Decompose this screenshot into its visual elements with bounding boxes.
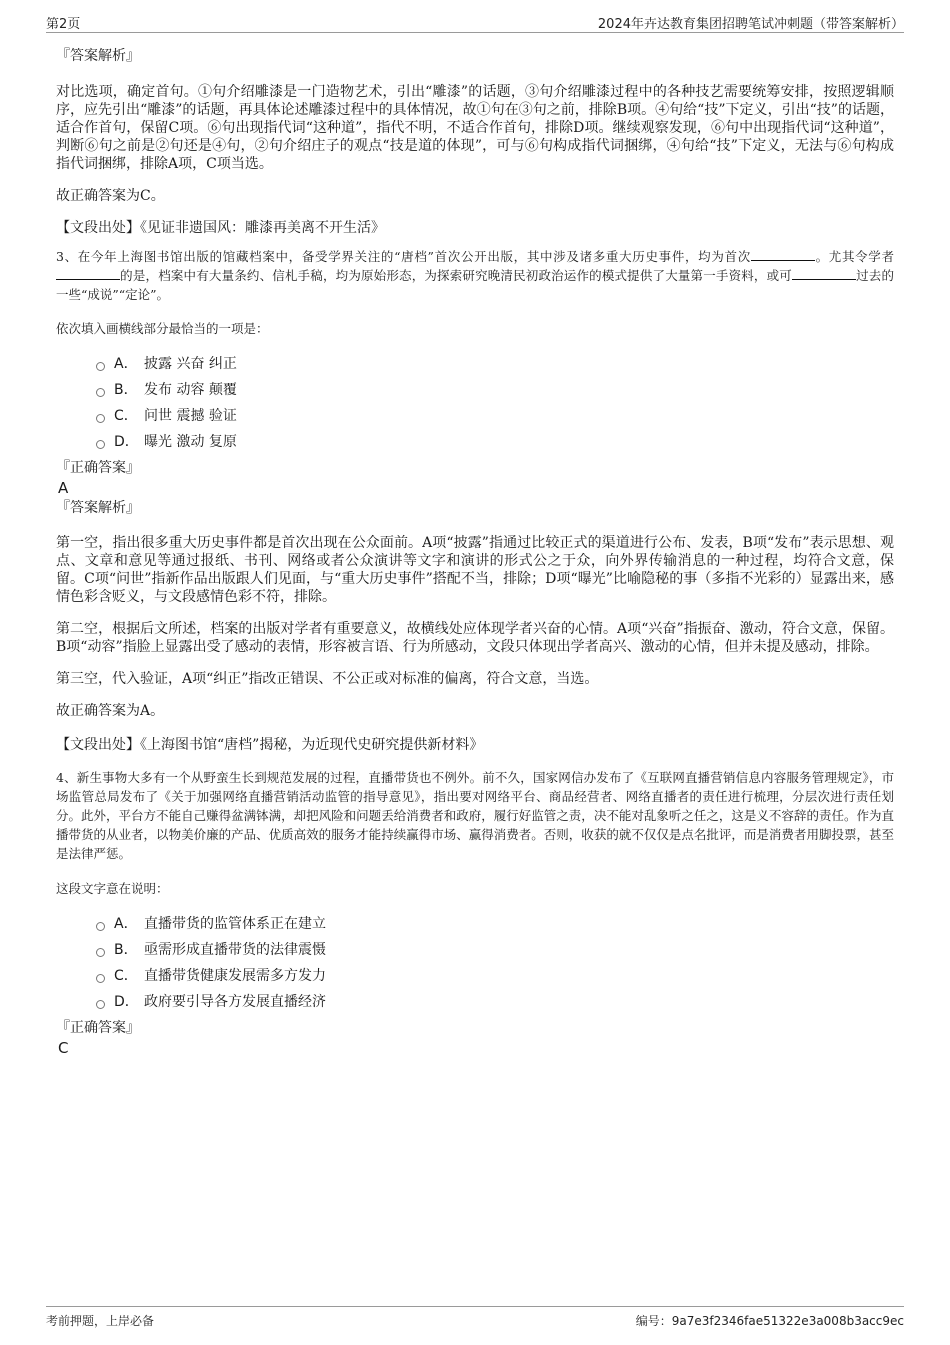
option-letter: C．: [114, 968, 138, 984]
question-3-stem-part: 的是，档案中有大量条约、信札手稿，均为原始形态，为探索研究晚清民初政治运作的模式提供了大量第一手资料，或可: [120, 268, 792, 283]
question-3-stem-part: 。尤其令学者: [814, 249, 894, 264]
option-letter: B．: [114, 942, 138, 958]
page-number: 第2页: [46, 17, 81, 32]
question-4-stem: 4、新生事物大多有一个从野蛮生长到规范发展的过程，直播带货也不例外。前不久，国家网信办发布了《互联网直播营销信息内容服务管理规定》，市场监管总局发布了《关于加强网络直播营销活动监管的指导意见》，指出要对网络平台、商品经营者、网络直播者的责任进行梳理，分层次进行责任划分。此外，平台方不能自己赚得盆满钵满，却把风险和问题丢给消费者和政府，履行好监管之责，决不能对乱象听之任之，这是义不容辞的责任。作为直播带货的从业者，以物美价廉的产品、优质高效的服务才能持续赢得市场、赢得消费者。否则，收获的就不仅仅是点名批评，而是消费者用脚投票，甚至是法律严惩。: [56, 770, 894, 861]
question-3-options: [96, 350, 894, 454]
fill-blank-3: [792, 267, 856, 280]
source-citation: 【文段出处】《见证非遗国风：雕漆再美离不开生活》: [56, 220, 385, 236]
option-letter: C．: [114, 408, 138, 424]
analysis-paragraph: 第三空，代入验证，A项“纠正”指改正错误、不公正或对标准的偏离，符合文意，当选。: [56, 671, 599, 687]
radio-icon[interactable]: [96, 388, 105, 397]
document-title: 2024年卉达教育集团招聘笔试冲刺题（带答案解析）: [597, 17, 904, 32]
analysis-paragraph: 第二空，根据后文所述，档案的出版对学者有重要意义，故横线处应体现学者兴奋的心情。A项“兴奋”指振奋、激动，符合文意，保留。B项“动容”指脸上显露出受了感动的表情，形容被言语、行为所感动，文段只体现出学者高兴、激动的心情，但并未提及感动，排除。: [56, 621, 894, 655]
page-content: [56, 42, 894, 1058]
option-text: 披露 兴奋 纠正: [144, 356, 237, 372]
option-letter: A．: [114, 356, 138, 372]
option-text: 发布 动容 颠覆: [144, 382, 237, 398]
correct-answer: C: [58, 1039, 69, 1057]
option-text: 政府要引导各方发展直播经济: [144, 994, 326, 1010]
option-text: 直播带货健康发展需多方发力: [144, 968, 326, 984]
option-letter: D．: [114, 434, 139, 450]
option-letter: A．: [114, 916, 138, 932]
option-text: 直播带货的监管体系正在建立: [144, 916, 326, 932]
option-a[interactable]: [96, 910, 894, 936]
option-text: 亟需形成直播带货的法律震慑: [144, 942, 326, 958]
option-text: 问世 震撼 验证: [144, 408, 237, 424]
option-letter: D．: [114, 994, 139, 1010]
question-3-stem-part: 3、在今年上海图书馆出版的馆藏档案中，备受学界关注的“唐档”首次公开出版，其中涉及诸多重大历史事件，均为首次: [56, 249, 751, 264]
conclusion-text: 故正确答案为C。: [56, 188, 165, 204]
question-3-stem: [56, 247, 894, 304]
radio-icon[interactable]: [96, 362, 105, 371]
option-a[interactable]: [96, 350, 894, 376]
footer-slogan: 考前押题，上岸必备: [46, 1314, 155, 1328]
analysis-paragraph: 对比选项，确定首句。①句介绍雕漆是一门造物艺术，引出“雕漆”的话题，③句介绍雕漆过程中的各种技艺需要统筹安排，按照逻辑顺序，应先引出“雕漆”的话题，再具体论述雕漆过程中的具体情况，故①句在③句之前，排除B项。④句给“技”下定义，引出“技”的话题，适合作首句，保留C项。⑥句出现指代词“这种道”，指代不明，不适合作首句，排除D项。继续观察发现，⑥句中出现指代词“这种道”，判断⑥句之前是②句还是④句，②句介绍庄子的观点“技是道的体现”，可与⑥句构成指代词捆绑，④句给“技”下定义，无法与⑥句构成指代词捆绑，排除A项，C项当选。: [56, 84, 894, 172]
analysis-paragraph: 第一空，指出很多重大历史事件都是首次出现在公众面前。A项“披露”指通过比较正式的渠道进行公布、发表，B项“发布”表示思想、观点、文章和意见等通过报纸、书刊、网络或者公众演讲等文字和演讲的形式公之于众，向外界传输消息的一种过程，均符合文意，保留。C项“问世”指新作品出版跟人们见面，与“重大历史事件”搭配不当，排除；D项“曝光”比喻隐秘的事（多指不光彩的）显露出来，感情色彩含贬义，与文段感情色彩不符，排除。: [56, 535, 894, 605]
correct-answer-label: 『正确答案』: [56, 460, 140, 476]
radio-icon[interactable]: [96, 974, 105, 983]
question-3-prompt: 依次填入画横线部分最恰当的一项是：: [56, 321, 269, 336]
option-d[interactable]: [96, 988, 894, 1014]
radio-icon[interactable]: [96, 440, 105, 449]
question-4-options: [96, 910, 894, 1014]
document-id: 编号：9a7e3f2346fae51322e3a008b3acc9ec: [635, 1314, 904, 1328]
option-b[interactable]: [96, 376, 894, 402]
page-header: [46, 10, 904, 33]
radio-icon[interactable]: [96, 922, 105, 931]
source-citation: 【文段出处】《上海图书馆“唐档”揭秘，为近现代史研究提供新材料》: [56, 737, 484, 753]
radio-icon[interactable]: [96, 1000, 105, 1009]
correct-answer-label: 『正确答案』: [56, 1020, 140, 1036]
correct-answer: A: [58, 479, 69, 497]
radio-icon[interactable]: [96, 948, 105, 957]
option-c[interactable]: [96, 402, 894, 428]
radio-icon[interactable]: [96, 414, 105, 423]
conclusion-text: 故正确答案为A。: [56, 703, 165, 719]
fill-blank-1: [751, 248, 815, 261]
option-text: 曝光 激动 复原: [144, 434, 237, 450]
option-d[interactable]: [96, 428, 894, 454]
question-4-prompt: 这段文字意在说明：: [56, 881, 169, 896]
analysis-label: 『答案解析』: [56, 48, 140, 64]
question-3-stem-part: 过去的一些“成说”“定论”。: [56, 268, 894, 302]
option-letter: B．: [114, 382, 138, 398]
fill-blank-2: [56, 267, 120, 280]
option-c[interactable]: [96, 962, 894, 988]
page-footer: [46, 1306, 904, 1327]
option-b[interactable]: [96, 936, 894, 962]
analysis-label: 『答案解析』: [56, 500, 140, 516]
